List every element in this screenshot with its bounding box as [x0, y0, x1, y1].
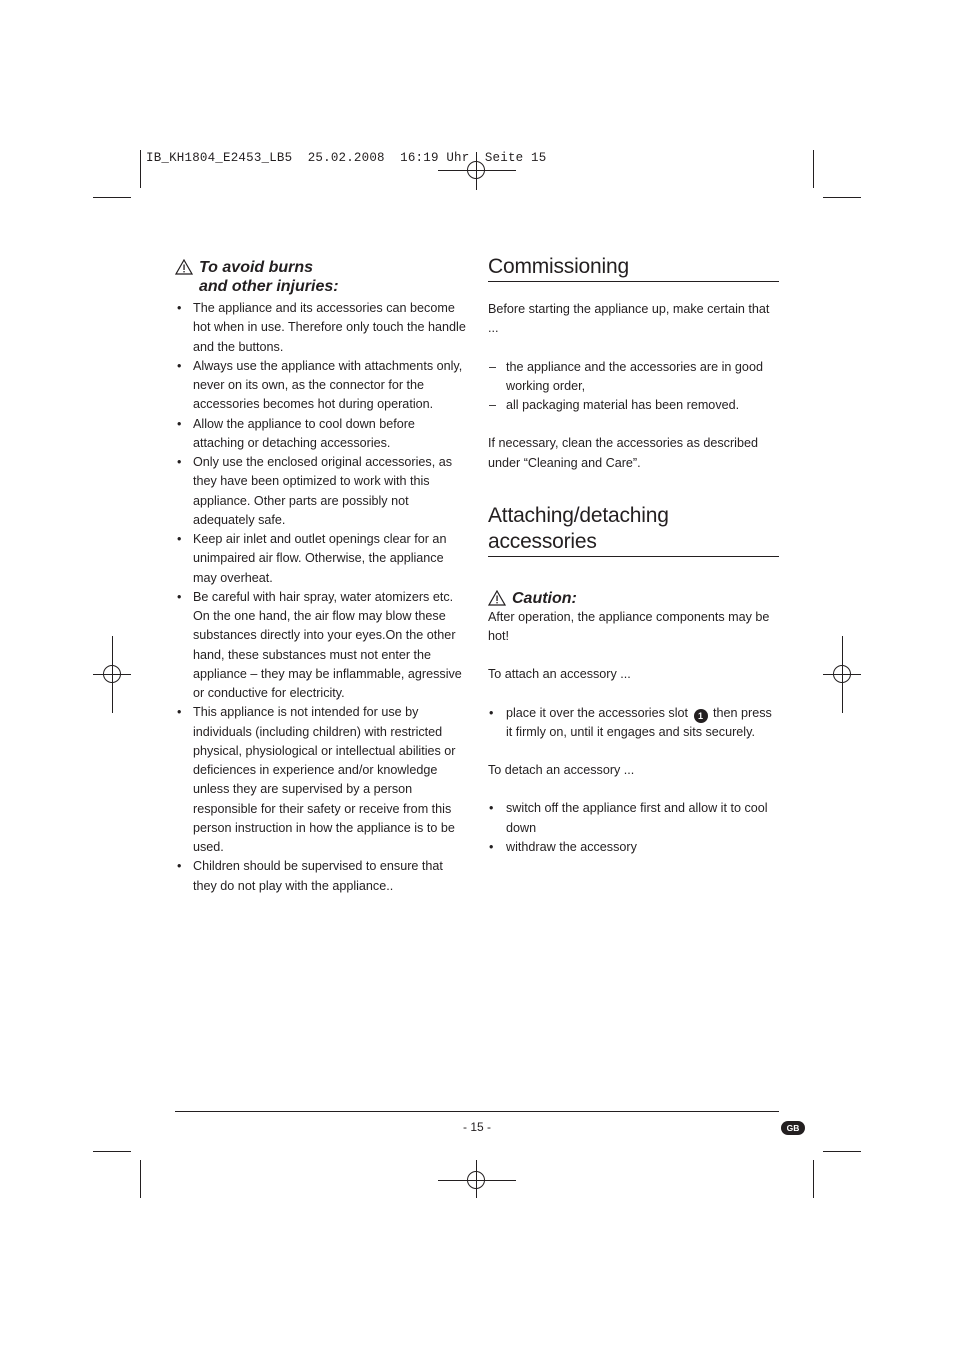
safety-bullet-list	[175, 299, 467, 896]
slot-number-badge: 1	[694, 709, 708, 723]
list-item: • switch off the appliance first and allow it to cool down	[489, 801, 768, 835]
list-item: • Keep air inlet and outlet openings clear for an unimpaired air flow. Otherwise, the appliance may overheat.	[177, 532, 447, 585]
attach-intro: To attach an accessory ...	[488, 667, 631, 682]
footer-divider	[175, 1111, 779, 1112]
attaching-title: Attaching/detaching accessories	[488, 503, 779, 557]
attach-list	[488, 704, 779, 743]
list-item: – the appliance and the accessories are in good working order,	[489, 359, 763, 393]
safety-column	[175, 258, 467, 896]
burns-warning-heading	[175, 258, 467, 296]
list-item: • Be careful with hair spray, water atomizers etc. On the one hand, the air flow may blow these substances directly into your eyes.On the other hand, these substances must not enter the appliance – they may be inflammable, agressive or conductive for electricity.	[177, 589, 462, 700]
list-item: • Always use the appliance with attachments only, never on its own, as the connector for the accessories becomes hot during operation.	[177, 358, 463, 412]
list-item: – all packaging material has been removed.	[489, 398, 740, 412]
list-item: • withdraw the accessory	[489, 839, 637, 854]
instructions-column	[488, 254, 779, 857]
commissioning-intro: Before starting the appliance up, make certain that ...	[488, 302, 770, 336]
commissioning-title: Commissioning	[488, 254, 779, 282]
detach-list	[488, 799, 779, 857]
detach-intro: To detach an accessory ...	[488, 763, 635, 777]
list-item: • Allow the appliance to cool down before attaching or detaching accessories.	[177, 416, 415, 450]
heading-line-1: To avoid burns	[199, 259, 314, 276]
list-item: • Children should be supervised to ensure that they do not play with the appliance..	[177, 859, 443, 893]
caution-text: After operation, the appliance components may be hot!	[488, 609, 770, 643]
caution-heading	[488, 589, 779, 608]
heading-line-2: and other injuries:	[199, 278, 339, 295]
warning-triangle-icon	[488, 590, 506, 606]
list-item: • Only use the enclosed original accessories, as they have been optimized to work with this appliance. Other parts are possibly not adequately safe.	[177, 455, 453, 527]
print-slug: IB_KH1804_E2453_LB5 25.02.2008 16:19 Uhr Seite 15	[146, 151, 547, 165]
warning-triangle-icon	[175, 259, 193, 275]
list-item: • This appliance is not intended for use by individuals (including children) with restricted physical, physiological or intellectual abilities or deficiences in experience and/or knowledge unless they are supervised by a person responsible for their safety or receive from this person instruction in how the appliance is to be used.	[177, 705, 456, 854]
page-number: - 15 -	[462, 1120, 491, 1134]
commissioning-list	[488, 358, 779, 416]
caution-label: Caution:	[512, 589, 577, 607]
list-item: • place it over the accessories slot 1 then press it firmly on, until it engages and sits securely.	[489, 705, 772, 739]
country-badge: GB	[781, 1121, 805, 1135]
commissioning-note: If necessary, clean the accessories as described under “Cleaning and Care”.	[488, 436, 758, 470]
list-item: • The appliance and its accessories can become hot when in use. Therefore only touch the handle and the buttons.	[177, 301, 466, 354]
